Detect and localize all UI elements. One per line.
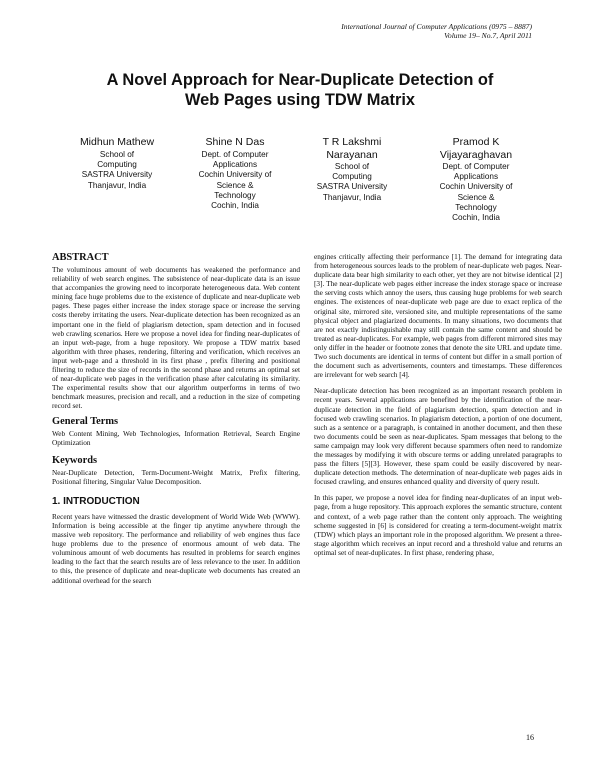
- abstract-text: The voluminous amount of web documents has weakened the performance and reliability of web search engines. The subsistence of near-duplicate data is an issue that accompanies the growing need to incorporate heterogeneous data. Web content mining face huge problems due to the existence of duplicate and near-duplicate web pages. These pages either increase the index storage space or increase the serving costs thereby irritating the users. Near-duplicate detection has been recognized as an important one in the field of plagiarism detection, spam detection and in focused web crawling scenarios. Here we propose a novel idea for finding near-duplicates of an input web-page, from a huge repository. We propose a TDW matrix based algorithm with three phases, rendering, filtering and verification, which receives an input web-page and a threshold in its first phase , prefix filtering and positional filtering to reduce the size of records in the second phase and returns an optimal set of near-duplicate web pages in the verification phase after calculating its similarity. The experimental results show that our algorithm outperforms in terms of two benchmark measures, precision and recall, and a reduction in the size of competing record set.: [52, 265, 300, 411]
- author-affiliation: Technology: [214, 190, 256, 200]
- author-affiliation: School of: [99, 150, 135, 159]
- paper-title: [40, 70, 560, 110]
- abstract-heading: ABSTRACT: [52, 252, 109, 263]
- author-affiliation: Computing: [332, 172, 372, 182]
- left-column: [52, 252, 300, 585]
- author-affiliation: Dept. of Computer: [201, 150, 269, 159]
- body-paragraph: engines critically affecting their performance [1]. The demand for integrating data from heterogeneous sources leads to the problem of near-duplicate web pages. Near-duplicate data bear high similarity to each other, yet they are not bitwise identical [2][3]. The near-duplicate web pages either increase the index storage space or increase the serving costs which annoy the users, thus causing huge problems for web search engines. The existences of near-duplicate web page are due to exact replica of the original site, mirrored site, versioned site, and multiple representations of the same physical object and plagiarized documents. In many situations, two documents that are not exactly indistinguishable may still contain the same content and should be treated as near-duplicates. For example, web pages from different mirrored sites may only differ in the header or footnote zones that denote the site URL and update time. Two such documents are identical in terms of content but differ in a small portion of the document such as advertisements, counters and timestamps. These differences are irrelevant for web search [4].: [314, 252, 562, 380]
- author-affiliation: Cochin University of: [439, 182, 513, 192]
- author-affiliation: Cochin, India: [211, 201, 259, 211]
- general-terms-text: Web Content Mining, Web Technologies, Information Retrieval, Search Engine Optimization: [52, 428, 300, 447]
- author-4: [414, 136, 538, 223]
- author-affiliation: SASTRA University: [316, 182, 388, 192]
- author-affiliation: SASTRA University: [81, 170, 153, 180]
- body-paragraph: In this paper, we propose a novel idea for finding near-duplicates of an input web-page, from a huge repository. This approach explores the semantic structure, content and context, of a web page rather than the content only approach. The weighting scheme suggested in [6] is considered for creating a term-document-weight matrix (TDW) which plays an important role in the proposed algorithm. We present a three-stage algorithm which receives an input record and a threshold value and returns an optimal set of near-duplicates. In first phase, rendering phase,: [314, 493, 562, 557]
- author-affiliation: School of: [334, 162, 370, 171]
- author-affiliation: Cochin, India: [452, 213, 500, 223]
- keywords-text: Near-Duplicate Detection, Term-Document-Weight Matrix, Prefix filtering, Positional filtering, Singular Value Decomposition.: [52, 467, 300, 486]
- author-affiliation: Science &: [457, 192, 495, 202]
- right-column: [314, 252, 562, 557]
- title-line-2: Web Pages using TDW Matrix: [184, 91, 416, 109]
- author-2: [176, 136, 294, 211]
- title-line-1: A Novel Approach for Near-Duplicate Detection of: [106, 71, 494, 89]
- author-name: T R Lakshmi Narayanan: [322, 136, 382, 161]
- author-name: Midhun Mathew: [79, 136, 155, 148]
- introduction-text: Recent years have witnessed the drastic development of World Wide Web (WWW). Information is being accessible at the finger tip anytime anywhere through the massive web repository. The performance and reliability of web engines thus face huge problems due to the presence of enormous amount of web data. The voluminous amount of web documents has resulted in problems for search engines leading to the fact that the search results are of less relevance to the user. In addition to this, the presence of duplicate and near-duplicate web documents has created an additional overhead for the search: [52, 511, 300, 585]
- author-affiliation: Computing: [97, 160, 137, 170]
- author-affiliation: Science &: [216, 180, 254, 190]
- author-affiliation: Technology: [455, 202, 497, 212]
- author-affiliation: Cochin University of: [198, 170, 272, 180]
- author-affiliation: Thanjavur, India: [87, 180, 147, 190]
- general-terms-heading: General Terms: [52, 415, 119, 427]
- author-3: [294, 136, 410, 203]
- journal-header: [232, 22, 532, 40]
- journal-volume: Volume 19– No.7, April 2011: [444, 31, 532, 40]
- author-name: Shine N Das: [205, 136, 265, 148]
- author-affiliation: Applications: [212, 160, 258, 170]
- keywords-heading: Keywords: [52, 454, 98, 466]
- author-1: [58, 136, 176, 191]
- author-affiliation: Dept. of Computer: [442, 162, 510, 171]
- page-number: 16: [526, 733, 534, 742]
- introduction-heading: 1. INTRODUCTION: [52, 495, 140, 507]
- author-affiliation: Thanjavur, India: [322, 192, 382, 202]
- author-name: Pramod K Vijayaraghavan: [439, 136, 513, 161]
- journal-name: International Journal of Computer Applications (0975 – 8887): [341, 22, 532, 31]
- body-paragraph: Near-duplicate detection has been recognized as an important research problem in recent years. Several applications are benefited by the identification of the near-duplicate detection in the field of plagiarism detection, spam detection and in focused web crawling scenarios. In plagiarism detection, a portion of one document, such as a sentence or a paragraph, is contained in another document, and then these two documents could be seen as near-duplicates. Spam messages that belong to the same campaign may look very different because spammers often need to randomize the messages by modifying it with obscure terms or adding unrelated paragraphs to pass the filters [5][3]. However, these spam could be easily discovered by near-duplicate detection methods. The determination of near-duplicate web pages aids in focused crawling, and ensures enhanced quality and diversity of query result.: [314, 386, 562, 487]
- author-affiliation: Applications: [453, 172, 499, 182]
- author-block: [58, 136, 538, 252]
